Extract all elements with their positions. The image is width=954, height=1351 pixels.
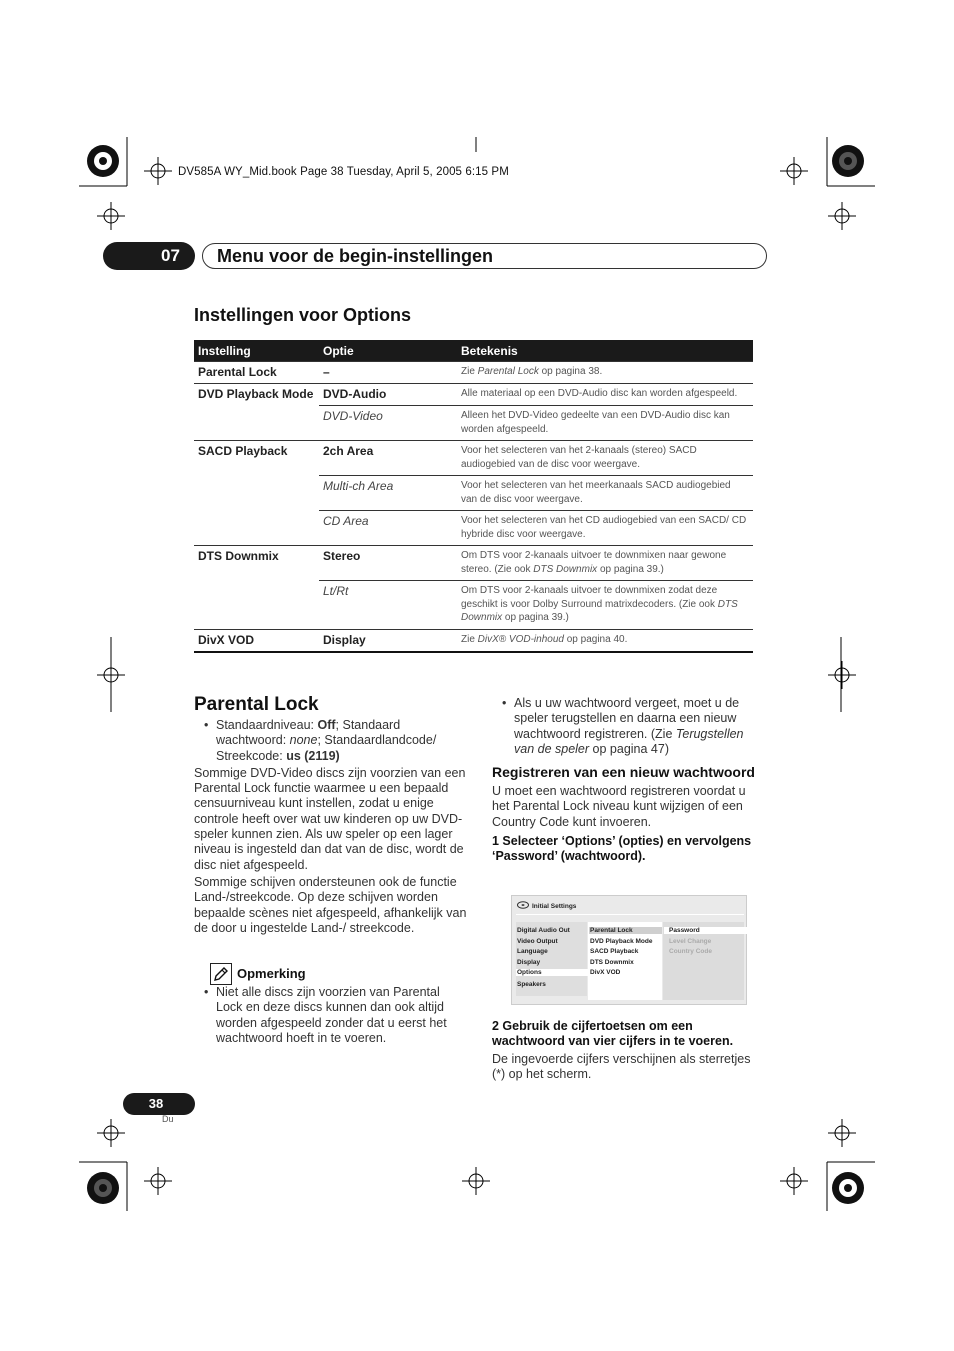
- setting-name: DVD Playback Mode: [194, 384, 319, 441]
- table-row: [194, 384, 753, 406]
- osd-submenu-parental-lock[interactable]: Parental Lock: [589, 927, 662, 934]
- initial-settings-screen: [511, 895, 747, 1005]
- step-2-section: [492, 1019, 766, 1084]
- region-paragraph: Sommige schijven ondersteunen ook de functie Land-/streekcode. Op deze schijven worden bepaalde scènes niet afgespeeld, afhankelijk van de door u ingestelde Land-/ streekcode.: [194, 874, 467, 935]
- book-info-line: DV585A WY_Mid.book Page 38 Tuesday, April 5, 2005 6:15 PM: [178, 166, 509, 178]
- table-row: [194, 546, 753, 581]
- register-text: U moet een wachtwoord registreren voordat u het Parental Lock niveau kunt wijzigen of een Country Code kunt invoeren.: [492, 784, 746, 829]
- right-column-top: [492, 696, 766, 759]
- osd-menu-item[interactable]: Language: [517, 948, 548, 955]
- header-option: Optie: [319, 340, 457, 362]
- option-desc: Voor het selecteren van het CD audiogebied van een SACD/ CD hybride disc voor weergave.: [457, 511, 753, 546]
- option-name: 2ch Area: [319, 441, 457, 476]
- option-desc: Alleen het DVD-Video gedeelte van een DVD-Audio disc kan worden afgespeeld.: [457, 406, 753, 441]
- header-setting: Instelling: [194, 340, 319, 362]
- osd-submenu-item[interactable]: DVD Playback Mode: [590, 938, 653, 945]
- option-desc: Voor het selecteren van het meerkanaals SACD audiogebied van de disc voor weergave.: [457, 476, 753, 511]
- table-row: [194, 362, 753, 384]
- defaults-bullet: • Standaardniveau: Off; Standaard wachtwoord: none; Standaardlandcode/ Streekcode: us (2119): [194, 718, 468, 764]
- osd-submenu-item[interactable]: SACD Playback: [590, 948, 639, 955]
- note-text: [194, 985, 468, 1048]
- page-language: Du: [162, 1114, 174, 1124]
- option-desc: Zie Parental Lock op pagina 38.: [457, 362, 753, 384]
- option-name: Display: [319, 629, 457, 652]
- forgot-password-bullet: • Als u uw wachtwoord vergeet, moet u de speler terugstellen en daarna een nieuw wachtwoord registreren. (Zie Terugstellen van de speler op pagina 47): [492, 696, 766, 757]
- parental-lock-title: Parental Lock: [194, 694, 319, 715]
- osd-menu-item[interactable]: Speakers: [517, 981, 546, 988]
- osd-title: Initial Settings: [532, 903, 577, 910]
- page-number: 38: [148, 1096, 164, 1111]
- option-name: Stereo: [319, 546, 457, 581]
- option-name: Multi-ch Area: [319, 476, 457, 511]
- osd-option-item: Level Change: [669, 938, 712, 945]
- register-title: Registreren van een nieuw wachtwoord: [492, 764, 755, 780]
- option-desc: Alle materiaal op een DVD-Audio disc kan worden afgespeeld.: [457, 384, 753, 406]
- option-name: –: [319, 362, 457, 384]
- intro-paragraph: Sommige DVD-Video discs zijn voorzien van een Parental Lock functie waarmee u een bepaald censuurniveau kunt instellen, zodat u enige controle heeft over wat uw kinderen op uw DVD-speler kunnen zien. Als uw speler op een lager niveau is ingesteld dan dat van de disc, wordt de disc niet afgespeeld.: [194, 765, 466, 872]
- step-2-text: De ingevoerde cijfers verschijnen als sterretjes (*) op het scherm.: [492, 1051, 751, 1081]
- osd-menu-item[interactable]: Video Output: [517, 938, 558, 945]
- chapter-title: Menu voor de begin-instellingen: [217, 246, 494, 266]
- step-2: 2 Gebruik de cijfertoetsen om een wachtwoord van vier cijfers in te voeren.: [492, 1019, 734, 1049]
- table-header: [194, 340, 753, 362]
- option-desc: Voor het selecteren van het 2-kanaals (stereo) SACD audiogebied van de disc voor weergave.: [457, 441, 753, 476]
- pencil-note-icon: [210, 963, 232, 985]
- osd-submenu-item[interactable]: DivX VOD: [590, 969, 621, 976]
- chapter-number: 07: [161, 246, 180, 265]
- table-row: [194, 441, 753, 476]
- osd-menu-item[interactable]: Digital Audio Out: [517, 927, 570, 934]
- header-meaning: Betekenis: [457, 340, 753, 362]
- option-name: DVD-Audio: [319, 384, 457, 406]
- option-desc: Zie DivX® VOD-inhoud op pagina 40.: [457, 629, 753, 652]
- setting-name: DTS Downmix: [194, 546, 319, 630]
- step-1: 1 Selecteer ‘Options’ (opties) en vervolgens ‘Password’ (wachtwoord).: [492, 833, 752, 864]
- section-title: Instellingen voor Options: [194, 305, 412, 325]
- register-section: [492, 763, 766, 866]
- note-label: Opmerking: [237, 966, 306, 981]
- osd-submenu-item[interactable]: DTS Downmix: [590, 959, 634, 966]
- osd-menu-item-options[interactable]: Options: [516, 969, 588, 976]
- osd-menu-item[interactable]: Display: [517, 959, 541, 966]
- option-desc: Om DTS voor 2-kanaals uitvoer te downmixen naar gewone stereo. (Zie ook DTS Downmix op pagina 39.): [457, 546, 753, 581]
- option-name: Lt/Rt: [319, 581, 457, 630]
- setting-name: Parental Lock: [194, 362, 319, 384]
- option-name: CD Area: [319, 511, 457, 546]
- option-desc: Om DTS voor 2-kanaals uitvoer te downmixen zodat deze geschikt is voor Dolby Surround matrixdecoders. (Zie ook DTS Downmix op pagina 39.): [457, 581, 753, 630]
- left-column: [194, 718, 468, 938]
- setting-name: SACD Playback: [194, 441, 319, 546]
- note-bullet: • Niet alle discs zijn voorzien van Parental Lock en deze discs kunnen dan ook altijd worden afgespeeld zonder dat u eerst het wachtwoord hoeft in te voeren.: [194, 985, 468, 1046]
- table-row: [194, 629, 753, 652]
- setting-name: DivX VOD: [194, 629, 319, 652]
- osd-option-password[interactable]: Password: [664, 927, 747, 934]
- option-name: DVD-Video: [319, 406, 457, 441]
- options-table: [194, 340, 753, 653]
- disc-icon: [517, 901, 529, 911]
- osd-option-item: Country Code: [669, 948, 712, 955]
